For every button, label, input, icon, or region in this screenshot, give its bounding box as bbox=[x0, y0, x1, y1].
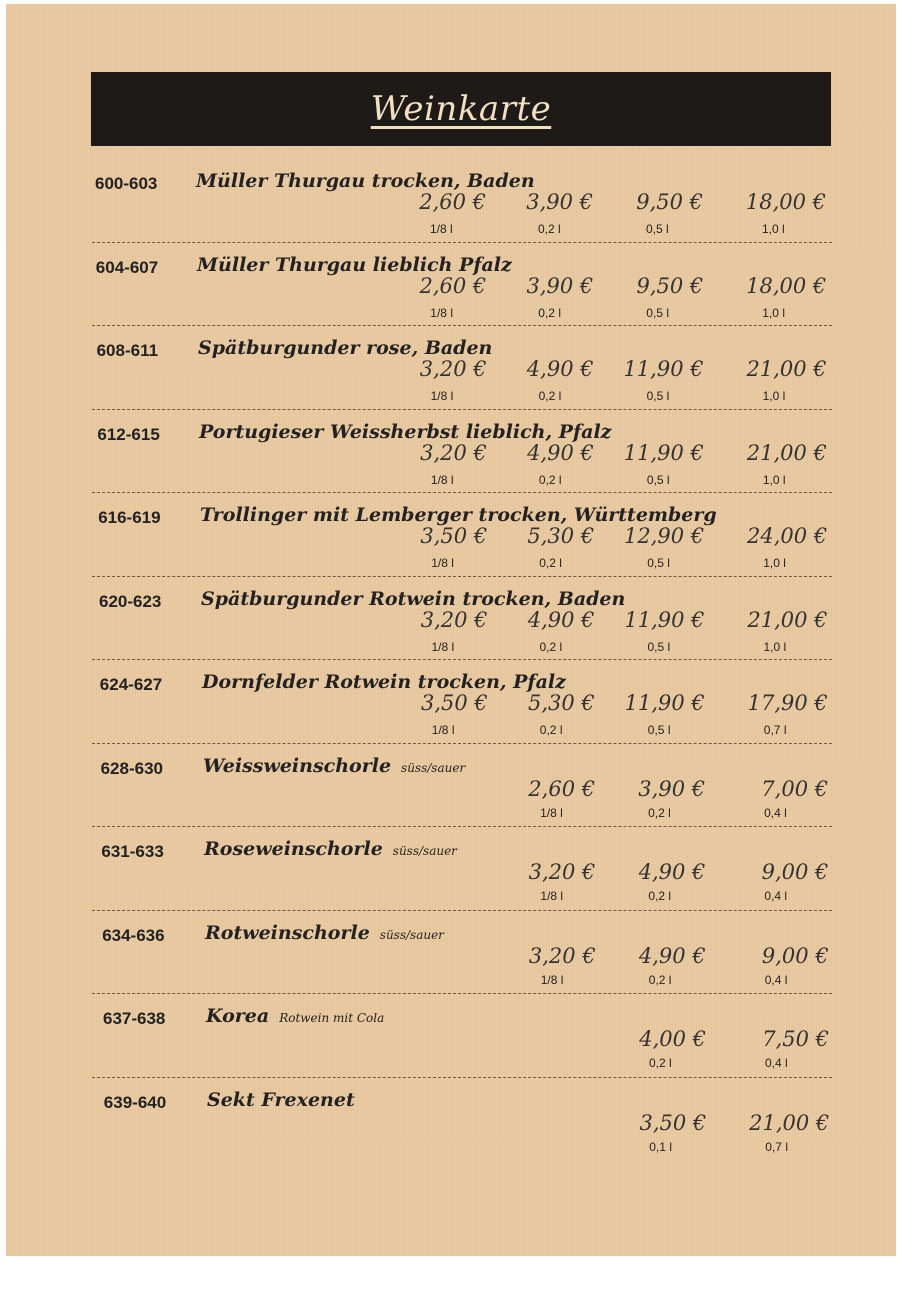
item-name: Portugieser Weissherbst lieblich, Pfalz bbox=[199, 420, 612, 443]
item-volume: 0,5 l bbox=[647, 556, 670, 570]
item-volume: 0,7 l bbox=[765, 1139, 788, 1154]
item-price: 7,50 € bbox=[762, 1027, 829, 1051]
item-price: 4,90 € bbox=[526, 357, 594, 381]
item-volume: 1,0 l bbox=[763, 639, 787, 654]
item-price: 12,90 € bbox=[624, 524, 705, 548]
item-price: 11,90 € bbox=[623, 357, 704, 381]
item-volume: 1/8 l bbox=[431, 723, 455, 737]
item-volume: 1,0 l bbox=[762, 472, 786, 487]
item-price: 3,20 € bbox=[420, 440, 487, 465]
item-code: 628-630 bbox=[100, 758, 163, 778]
item-volume: 0,2 l bbox=[648, 972, 672, 987]
item-volume: 0,2 l bbox=[648, 805, 671, 820]
item-price: 9,50 € bbox=[636, 273, 704, 298]
item-price: 21,00 € bbox=[747, 607, 828, 632]
item-volume: 1,0 l bbox=[762, 305, 785, 320]
item-price: 9,00 € bbox=[761, 860, 829, 884]
item-price: 3,20 € bbox=[528, 860, 596, 884]
item-price: 2,60 € bbox=[419, 273, 487, 298]
item-volume: 0,2 l bbox=[538, 222, 561, 236]
item-price: 3,50 € bbox=[420, 524, 488, 548]
item-name: Dornfelder Rotwein trocken, Pfalz bbox=[202, 671, 566, 693]
item-volume: 1/8 l bbox=[431, 556, 454, 570]
row-separator bbox=[92, 659, 832, 660]
item-volume: 0,5 l bbox=[646, 389, 670, 403]
item-price: 24,00 € bbox=[747, 524, 828, 548]
row-separator bbox=[92, 409, 832, 410]
item-code: 608-611 bbox=[96, 341, 159, 360]
item-name: Müller Thurgau lieblich Pfalz bbox=[197, 253, 512, 276]
item-volume: 0,5 l bbox=[646, 305, 669, 320]
item-name: Trollinger mit Lemberger trocken, Württemberg bbox=[200, 504, 717, 526]
item-price: 9,50 € bbox=[636, 190, 703, 214]
item-volume: 1/8 l bbox=[430, 472, 454, 487]
item-volume: 1,0 l bbox=[763, 556, 786, 570]
item-price: 5,30 € bbox=[528, 691, 595, 715]
item-code: 634-636 bbox=[102, 925, 165, 945]
item-price: 4,90 € bbox=[638, 860, 706, 884]
item-code: 624-627 bbox=[99, 675, 163, 694]
row-separator bbox=[92, 993, 832, 994]
item-price: 3,50 € bbox=[421, 691, 488, 715]
item-price: 3,20 € bbox=[528, 943, 596, 968]
item-volume: 0,2 l bbox=[538, 472, 562, 487]
item-price: 3,90 € bbox=[526, 273, 594, 298]
row-separator bbox=[92, 325, 832, 326]
row-separator bbox=[92, 492, 832, 493]
item-name: Sekt Frexenet bbox=[207, 1088, 355, 1111]
item-price: 18,00 € bbox=[745, 190, 826, 214]
item-price: 4,90 € bbox=[638, 943, 706, 968]
item-volume: 0,2 l bbox=[648, 889, 672, 903]
item-note: süss/sauer bbox=[392, 844, 457, 858]
item-volume: 0,2 l bbox=[538, 389, 562, 403]
item-volume: 1/8 l bbox=[540, 805, 563, 820]
item-volume: 0,2 l bbox=[539, 556, 562, 570]
item-price: 21,00 € bbox=[746, 440, 827, 465]
row-separator bbox=[92, 910, 832, 911]
item-price: 5,30 € bbox=[527, 524, 595, 548]
item-price: 9,00 € bbox=[761, 943, 829, 968]
item-note: süss/sauer bbox=[401, 760, 466, 775]
item-volume: 1/8 l bbox=[540, 889, 564, 903]
item-price: 18,00 € bbox=[746, 273, 827, 298]
item-volume: 0,5 l bbox=[647, 723, 671, 737]
item-price: 3,20 € bbox=[420, 607, 488, 632]
item-code: 604-607 bbox=[95, 257, 159, 277]
row-separator bbox=[92, 576, 832, 577]
item-code: 631-633 bbox=[101, 842, 164, 861]
item-code: 616-619 bbox=[98, 508, 161, 527]
item-name: Müller Thurgau trocken, Baden bbox=[196, 170, 535, 192]
item-volume: 0,4 l bbox=[764, 972, 788, 987]
item-code: 637-638 bbox=[103, 1009, 166, 1028]
item-price: 4,90 € bbox=[527, 440, 594, 465]
item-price: 17,90 € bbox=[747, 691, 828, 715]
row-separator bbox=[92, 743, 832, 744]
item-price: 21,00 € bbox=[746, 357, 827, 381]
item-volume: 1/8 l bbox=[540, 972, 564, 987]
item-volume: 0,5 l bbox=[647, 639, 671, 654]
item-price: 3,50 € bbox=[639, 1110, 707, 1135]
item-volume: 1,0 l bbox=[762, 389, 786, 403]
item-price: 3,90 € bbox=[526, 190, 593, 214]
item-price: 21,00 € bbox=[749, 1110, 830, 1135]
item-code: 612-615 bbox=[97, 424, 160, 444]
item-price: 3,20 € bbox=[419, 357, 487, 381]
item-code: 600-603 bbox=[95, 174, 158, 193]
item-volume: 0,1 l bbox=[649, 1139, 672, 1154]
item-name: Rotweinschorle süss/sauer bbox=[205, 921, 444, 944]
item-price: 11,90 € bbox=[624, 607, 705, 632]
row-separator bbox=[92, 1077, 832, 1078]
item-name: Spätburgunder Rotwein trocken, Baden bbox=[201, 587, 626, 610]
item-name: Weissweinschorle süss/sauer bbox=[203, 754, 466, 777]
item-volume: 1/8 l bbox=[430, 389, 454, 403]
item-price: 3,90 € bbox=[638, 776, 706, 801]
item-volume: 0,2 l bbox=[538, 305, 561, 320]
item-price: 4,00 € bbox=[639, 1027, 706, 1051]
item-price: 11,90 € bbox=[623, 440, 704, 465]
item-code: 620-623 bbox=[99, 591, 162, 611]
item-price: 2,60 € bbox=[528, 776, 596, 801]
item-volume: 1/8 l bbox=[430, 305, 453, 320]
item-name: Roseweinschorle süss/sauer bbox=[204, 838, 457, 860]
item-price: 7,00 € bbox=[761, 776, 829, 801]
item-volume: 0,2 l bbox=[649, 1056, 672, 1070]
item-volume: 1,0 l bbox=[762, 222, 785, 236]
item-volume: 0,4 l bbox=[764, 805, 787, 820]
item-volume: 0,2 l bbox=[539, 723, 563, 737]
row-separator bbox=[92, 242, 832, 243]
item-price: 4,90 € bbox=[527, 607, 595, 632]
item-volume: 0,7 l bbox=[763, 723, 787, 737]
item-volume: 0,2 l bbox=[539, 639, 563, 654]
item-note: Rotwein mit Cola bbox=[279, 1011, 385, 1025]
item-volume: 1/8 l bbox=[430, 222, 453, 236]
item-price: 11,90 € bbox=[624, 691, 705, 715]
item-volume: 0,4 l bbox=[764, 889, 788, 903]
item-price: 2,60 € bbox=[419, 190, 486, 214]
item-volume: 0,4 l bbox=[765, 1056, 788, 1070]
item-volume: 0,5 l bbox=[646, 222, 669, 236]
menu-title: Weinkarte bbox=[370, 89, 552, 129]
title-bar bbox=[91, 72, 831, 146]
item-name: Spätburgunder rose, Baden bbox=[198, 337, 493, 359]
item-volume: 0,5 l bbox=[646, 472, 670, 487]
item-name: Korea Rotwein mit Cola bbox=[206, 1005, 385, 1027]
item-note: süss/sauer bbox=[379, 927, 444, 942]
item-volume: 1/8 l bbox=[431, 639, 455, 654]
row-separator bbox=[92, 826, 832, 827]
item-code: 639-640 bbox=[103, 1092, 167, 1112]
